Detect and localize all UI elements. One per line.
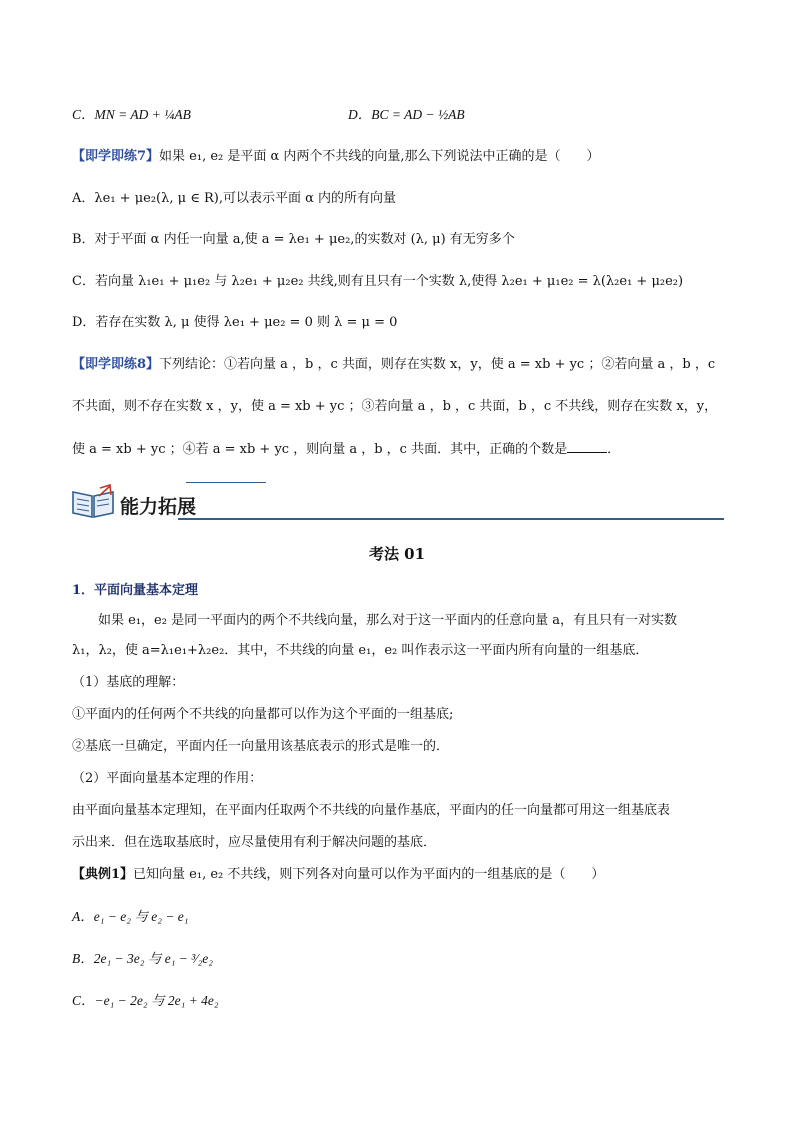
example-1-text: 已知向量 e₁, e₂ 不共线，则下列各对向量可以作为平面内的一组基底的是（ ） [133,867,605,882]
example-1-question [72,866,604,884]
heading-top-rule [186,482,266,483]
theorem-role-text-1: 由平面向量基本定理知，在平面内任取两个不共线的向量作基底，平面内的任一向量都可用这一组基底表 [72,803,671,818]
option-d-line [348,106,465,125]
example-1-tag: 【典例1】 [72,867,134,882]
example-1-option-b: B．2e₁ − 3e₂ 与 e₁ − ³⁄₂e₂ [72,951,213,966]
practice-7-option-c: C．若向量 λ₁e₁ + μ₁e₂ 与 λ₂e₁ + μ₂e₂ 共线,则有且只有一个实数 λ,使得 λ₂e₁ + μ₁e₂ = λ(λ₂e₁ + μ₂e₂) [72,274,684,289]
practice-8-tag: 【即学即练8】 [72,357,160,372]
answer-blank[interactable] [567,440,607,453]
practice-7-question [72,148,600,166]
option-c-line [72,106,191,125]
heading-rule [178,518,724,520]
practice-7-option-d: D．若存在实数 λ, μ 使得 λe₁ + μe₂ = 0 则 λ = μ = 0 [72,315,398,330]
practice-8-line-1 [72,356,715,374]
practice-7-text: 如果 e₁, e₂ 是平面 α 内两个不共线的向量,那么下列说法中正确的是（ ） [159,149,600,164]
practice-8-text-3-end: ． [607,442,621,457]
practice-8-text-3: 使 a = xb + yc ；④若 a = xb + yc ，则向量 a ，b ，c 共面．其中，正确的个数是 [72,442,568,457]
option-c-text: C．MN = AD + ¼AB [72,107,191,122]
practice-8-text-1: 下列结论：①若向量 a ，b ，c 共面，则存在实数 x，y，使 a = xb + yc ；②若向量 a ，b ，c [159,357,716,372]
practice-7-tag: 【即学即练7】 [72,149,160,164]
theorem-title: 1．平面向量基本定理 [72,583,199,598]
theorem-role-text-2: 示出来．但在选取基底时，应尽量使用有利于解决问题的基底． [72,835,437,850]
practice-7-option-b: B．对于平面 α 内任一向量 a,使 a = λe₁ + μe₂,的实数对 (λ, μ) 有无穷多个 [72,232,515,247]
basis-point-1: ①平面内的任何两个不共线的向量都可以作为这个平面的一组基底; [72,707,454,722]
example-1-option-a: A．e₁ − e₂ 与 e₂ − e₁ [72,909,189,924]
theorem-paragraph-1: 如果 e₁，e₂ 是同一平面内的两个不共线向量，那么对于这一平面内的任意向量 a，有且只有一对实数 [98,613,677,628]
open-book-icon [70,484,116,520]
basis-understanding: （1）基底的理解： [72,675,185,690]
option-d-text: D．BC = AD − ½AB [348,107,465,122]
practice-7-option-a: A．λe₁ + μe₂(λ, μ ∈ R),可以表示平面 α 内的所有向量 [72,191,396,206]
basis-point-2: ②基底一旦确定，平面内任一向量用该基底表示的形式是唯一的． [72,739,450,754]
theorem-role: （2）平面向量基本定理的作用： [72,771,263,786]
ability-heading-bar [68,482,724,522]
practice-8-line-2: 不共面，则不存在实数 x ，y，使 a = xb + yc ；③若向量 a ，b ，c 共面，b ，c 不共线，则存在实数 x，y， [72,399,718,414]
section-title: 考法 01 [368,545,426,563]
theorem-paragraph-2: λ₁，λ₂，使 a=λ₁e₁+λ₂e₂．其中，不共线的向量 e₁，e₂ 叫作表示这一平面内所有向量的一组基底． [72,643,649,658]
example-1-option-c: C．−e₁ − 2e₂ 与 2e₁ + 4e₂ [72,993,219,1008]
practice-8-line-3 [72,440,620,459]
heading-text: 能力拓展 [120,496,197,518]
